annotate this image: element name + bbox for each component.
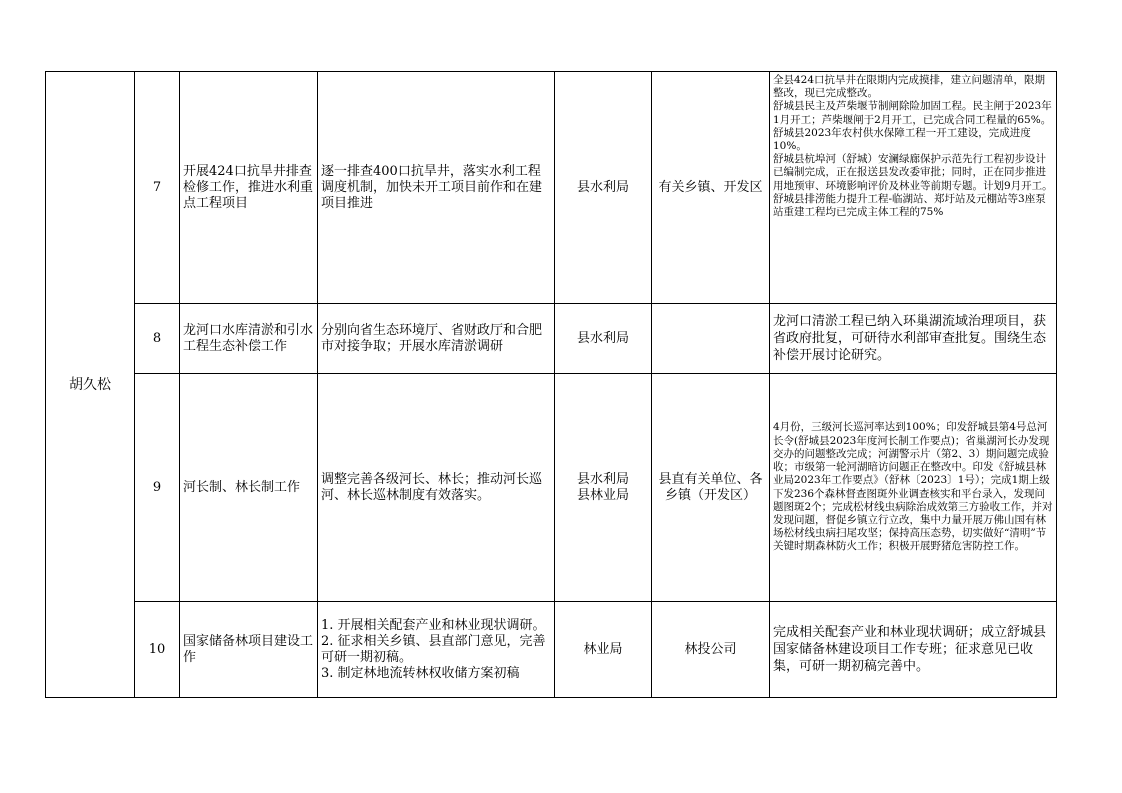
measure-line: 3. 制定林地流转林权收储方案初稿 <box>321 665 520 681</box>
progress-cell: 4月份，三级河长巡河率达到100%；印发舒城县第4号总河长令(舒城县2023年度河长制工作要点)；省巢湖河长办发现交办的问题整改完成；河湖警示片（第2、3）期问题完成验收；市级第一轮河湖暗访问题正在整改中。印发《舒城县林业局2023年工作要点》（舒林〔2023〕1号）；完成1期上级下发236个森林督查图斑外业调查核实和平台录入，发现问题图斑2个；完成松材线虫病除治成效第三方验收工作，并对发现问题，督促乡镇立行立改，集中力量开展万佛山国有林场松材线虫病扫尾攻坚；保持高压态势，切实做好“清明”节关键时期森林防火工作；积极开展野猪危害防控工作。 <box>770 374 1057 602</box>
row-number: 7 <box>135 72 180 304</box>
cooperating-unit: 县直有关单位、各乡镇（开发区） <box>652 374 770 602</box>
progress-line: 舒城县民主及芦柴堰节制闸除险加固工程。民主闸于2023年1月开工；芦柴堰闸于2月开工，已完成合同工程量的65%。 <box>773 100 1052 126</box>
task-name: 龙河口水库清淤和引水工程生态补偿工作 <box>180 304 318 374</box>
progress-line: 舒城县2023年农村供水保障工程一开工建设，完成进度10%。 <box>773 126 1031 153</box>
progress-cell: 龙河口清淤工程已纳入环巢湖流域治理项目，获省政府批复，可研待水利部审查批复。围绕生态补偿开展讨论研究。 <box>770 304 1057 374</box>
lead-unit-line: 县水利局 <box>576 471 629 487</box>
row-number: 8 <box>135 304 180 374</box>
cooperating-unit: 有关乡镇、开发区 <box>652 72 770 304</box>
lead-unit-line: 县林业局 <box>576 487 629 503</box>
task-name: 河长制、林长制工作 <box>180 374 318 602</box>
progress-cell: 完成相关配套产业和林业现状调研；成立舒城县国家储备林建设项目工作专班；征求意见已收集，可研一期初稿完善中。 <box>770 602 1057 698</box>
progress-cell <box>770 72 1057 304</box>
measure-line: 1. 开展相关配套产业和林业现状调研。 <box>321 617 546 633</box>
row-number: 9 <box>135 374 180 602</box>
row-number: 10 <box>135 602 180 698</box>
lead-unit: 县水利局 <box>555 72 652 304</box>
progress-line: 舒城县排涝能力提升工程-临湖站、郑圩站及元棚站等3座泵站重建工程均已完成主体工程的75% <box>773 192 1046 219</box>
task-measures: 逐一排查400口抗旱井，落实水利工程调度机制，加快未开工项目前作和在建项目推进 <box>318 72 555 304</box>
task-measures: 调整完善各级河长、林长；推动河长巡河、林长巡林制度有效落实。 <box>318 374 555 602</box>
task-measures <box>318 602 555 698</box>
table-row <box>46 72 1057 304</box>
progress-line: 全县424口抗旱井在限期内完成摸排，建立问题清单，限期整改，现已完成整改。 <box>773 74 1046 100</box>
table-row <box>46 304 1057 374</box>
task-measures: 分别向省生态环境厅、省财政厅和合肥市对接争取；开展水库清淤调研 <box>318 304 555 374</box>
measure-line: 2. 征求相关乡镇、县直部门意见，完善可研一期初稿。 <box>321 633 546 665</box>
lead-unit: 县水利局 <box>555 304 652 374</box>
cooperating-unit <box>652 304 770 374</box>
task-name: 开展424口抗旱井排查检修工作，推进水利重点工程项目 <box>180 72 318 304</box>
lead-unit <box>555 374 652 602</box>
task-table <box>45 71 1057 698</box>
table-row <box>46 374 1057 602</box>
responsible-person: 胡久松 <box>46 72 135 698</box>
progress-line: 舒城县杭埠河（舒城）安澜绿廊保护示范先行工程初步设计已编制完成，正在报送县发改委审批；同时，正在同步推进用地预审、环境影响评价及林业等前期专题。计划9月开工。 <box>773 153 1053 192</box>
lead-unit: 林业局 <box>555 602 652 698</box>
cooperating-unit: 林投公司 <box>652 602 770 698</box>
task-name: 国家储备林项目建设工作 <box>180 602 318 698</box>
table-row <box>46 602 1057 698</box>
